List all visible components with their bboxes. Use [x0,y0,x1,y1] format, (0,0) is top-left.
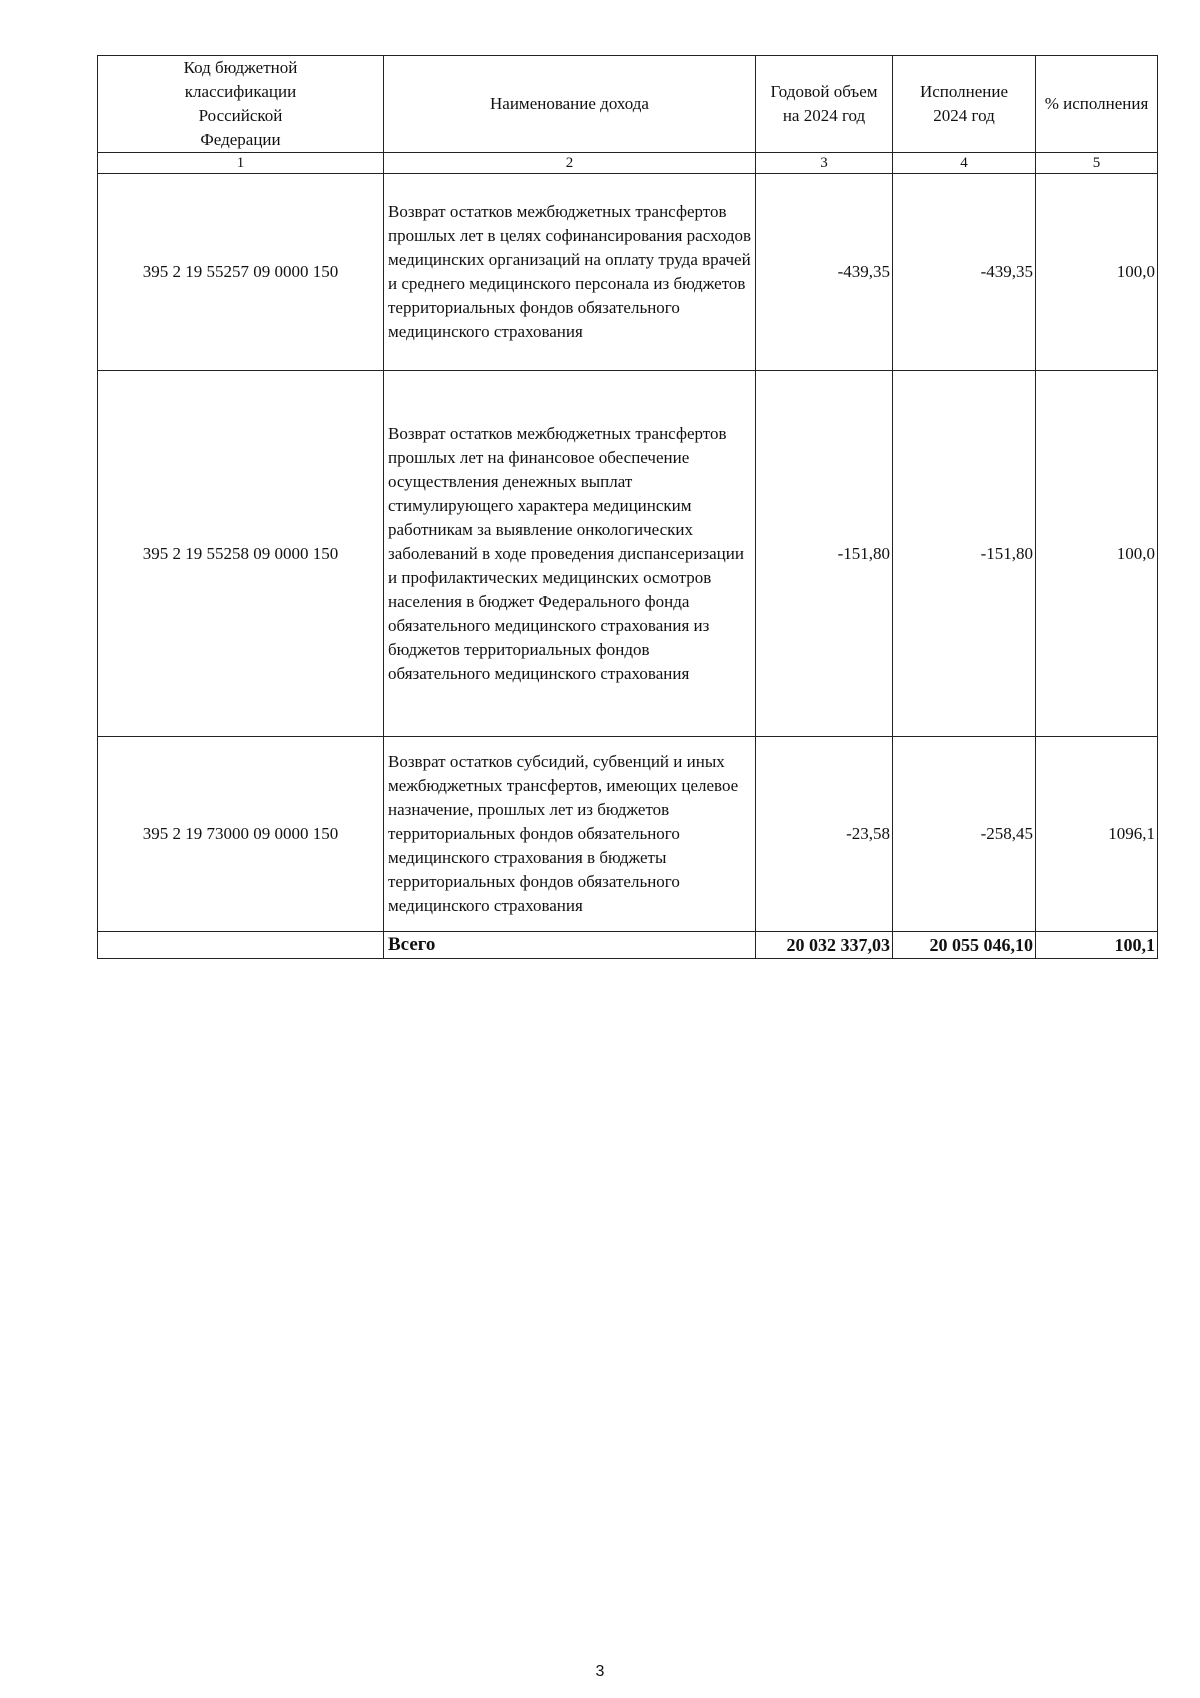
header-execution: Исполнение 2024 год [893,56,1036,153]
total-code-cell [98,932,384,959]
annual-volume-cell: -23,58 [756,737,893,932]
revenue-name-cell: Возврат остатков межбюджетных трансфертов прошлых лет на финансовое обеспечение осуществления денежных выплат стимулирующего характера медицинским работникам за выявление онкологических заболеваний в ходе проведения диспансеризации и профилактических медицинских осмотров населения в бюджет Федерального фонда обязательного медицинского страхования из бюджетов территориальных фондов обязательного медицинского страхования [384,371,756,737]
annual-volume-cell: -151,80 [756,371,893,737]
header-revenue-name: Наименование дохода [384,56,756,153]
column-number: 4 [893,153,1036,174]
column-number-row [98,153,1158,174]
revenue-name-cell: Возврат остатков межбюджетных трансфертов прошлых лет в целях софинансирования расходов медицинских организаций на оплату труда врачей и среднего медицинского персонала из бюджетов территориальных фондов обязательного медицинского страхования [384,174,756,371]
execution-cell: -258,45 [893,737,1036,932]
execution-cell: -439,35 [893,174,1036,371]
budget-code-cell: 395 2 19 73000 09 0000 150 [98,737,384,932]
table-row [98,737,1158,932]
page-number: 3 [595,1663,605,1680]
percent-cell: 100,0 [1036,371,1158,737]
budget-code-cell: 395 2 19 55258 09 0000 150 [98,371,384,737]
budget-code-cell: 395 2 19 55257 09 0000 150 [98,174,384,371]
table-row [98,371,1158,737]
revenue-name-cell: Возврат остатков субсидий, субвенций и иных межбюджетных трансфертов, имеющих целевое назначение, прошлых лет из бюджетов территориальных фондов обязательного медицинского страхования в бюджеты территориальных фондов обязательного медицинского страхования [384,737,756,932]
column-number: 5 [1036,153,1158,174]
revenue-table [97,55,1158,959]
total-row [98,932,1158,959]
execution-cell: -151,80 [893,371,1036,737]
annual-volume-cell: -439,35 [756,174,893,371]
column-number: 3 [756,153,893,174]
percent-cell: 1096,1 [1036,737,1158,932]
column-number: 2 [384,153,756,174]
total-percent: 100,1 [1036,932,1158,959]
total-execution: 20 055 046,10 [893,932,1036,959]
percent-cell: 100,0 [1036,174,1158,371]
header-annual-volume: Годовой объем на 2024 год [756,56,893,153]
total-label: Всего [384,932,756,959]
table-header-row [98,56,1158,153]
table-row [98,174,1158,371]
header-budget-code: Код бюджетной классификации Российской Федерации [98,56,384,153]
column-number: 1 [98,153,384,174]
header-percent-execution: % исполнения [1036,56,1158,153]
total-annual-volume: 20 032 337,03 [756,932,893,959]
